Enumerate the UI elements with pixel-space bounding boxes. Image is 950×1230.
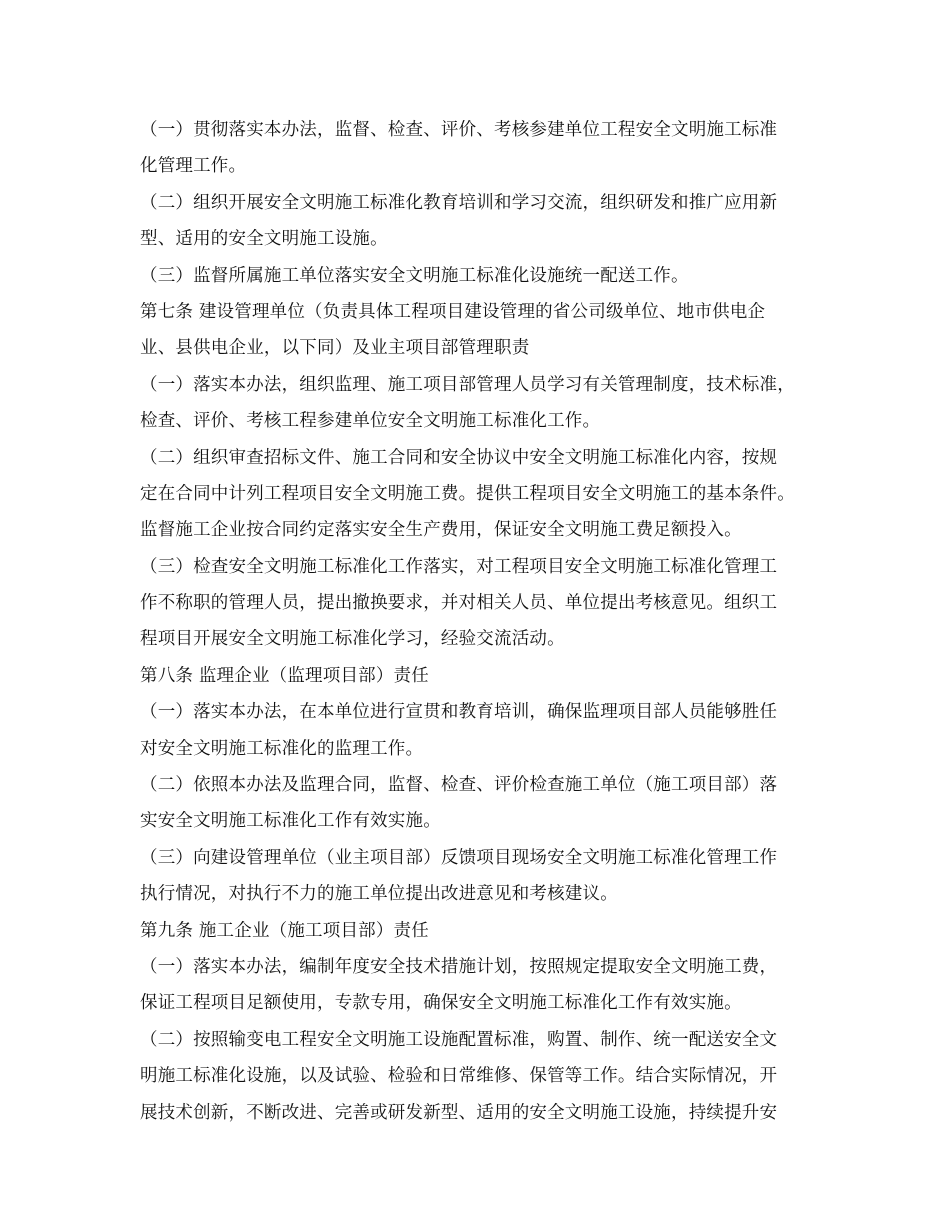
text-line: 业、县供电企业，以下同）及业主项目部管理职责 [140,338,530,359]
text-line: （三）检查安全文明施工标准化工作落实，对工程项目安全文明施工标准化管理工 [140,556,778,577]
text-line: 型、适用的安全文明施工设施。 [140,229,388,250]
article-heading: 第八条 监理企业（监理项目部）责任 [140,665,429,686]
text-line: （二）组织开展安全文明施工标准化教育培训和学习交流，组织研发和推广应用新 [140,192,778,213]
text-line: （二）组织审查招标文件、施工合同和安全协议中安全文明施工标准化内容，按规 [140,447,778,468]
text-line: 定在合同中计列工程项目安全文明施工费。提供工程项目安全文明施工的基本条件。 [140,483,795,504]
text-line: 展技术创新，不断改进、完善或研发新型、适用的安全文明施工设施，持续提升安 [140,1102,778,1123]
text-line: 明施工标准化设施，以及试验、检验和日常维修、保管等工作。结合实际情况，开 [140,1066,778,1087]
text-line: 程项目开展安全文明施工标准化学习，经验交流活动。 [140,629,565,650]
text-line: 监督施工企业按合同约定落实安全生产费用，保证安全文明施工费足额投入。 [140,520,742,541]
text-line: （二）依照本办法及监理合同，监督、检查、评价检查施工单位（施工项目部）落 [140,775,778,796]
article-heading: 第九条 施工企业（施工项目部）责任 [140,920,429,941]
article-heading: 第七条 建设管理单位（负责具体工程项目建设管理的省公司级单位、地市供电企 [140,301,766,322]
text-line: （一）贯彻落实本办法，监督、检查、评价、考核参建单位工程安全文明施工标准 [140,120,778,140]
text-line: 检查、评价、考核工程参建单位安全文明施工标准化工作。 [140,411,601,432]
text-line: （一）落实本办法，组织监理、施工项目部管理人员学习有关管理制度，技术标准， [140,374,795,395]
text-line: 对安全文明施工标准化的监理工作。 [140,738,424,759]
text-line: （二）按照输变电工程安全文明施工设施配置标准，购置、制作、统一配送安全文 [140,1029,778,1050]
text-line: 作不称职的管理人员，提出撤换要求，并对相关人员、单位提出考核意见。组织工 [140,593,778,614]
text-line: 保证工程项目足额使用，专款专用，确保安全文明施工标准化工作有效实施。 [140,993,742,1014]
text-line: 化管理工作。 [140,156,247,177]
text-line: 执行情况，对执行不力的施工单位提出改进意见和考核建议。 [140,884,618,905]
text-line: 实安全文明施工标准化工作有效实施。 [140,811,441,832]
text-line: （一）落实本办法，在本单位进行宣贯和教育培训，确保监理项目部人员能够胜任 [140,702,778,723]
text-line: （三）监督所属施工单位落实安全文明施工标准化设施统一配送工作。 [140,265,689,286]
text-line: （三）向建设管理单位（业主项目部）反馈项目现场安全文明施工标准化管理工作 [140,847,778,868]
document-body [140,112,830,1131]
text-line: （一）落实本办法，编制年度安全技术措施计划，按照规定提取安全文明施工费， [140,956,778,977]
